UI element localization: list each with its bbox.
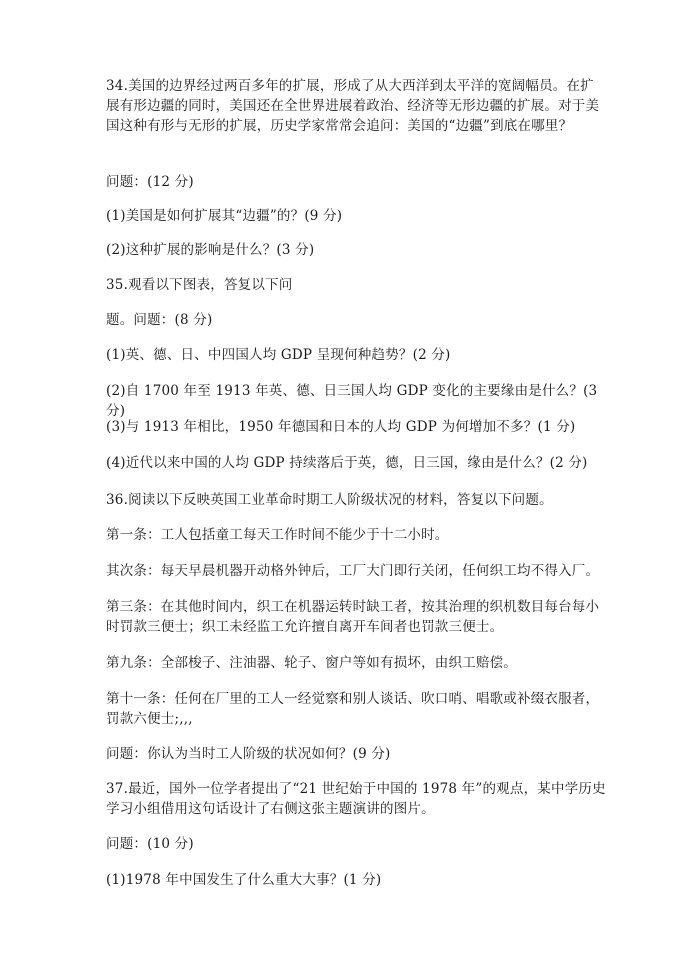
q36-article-1: 第一条：工人包括童工每天工作时间不能少于十二小时。 (106, 527, 449, 543)
q35-intro: 35.观看以下图表，答复以下问 (106, 277, 293, 293)
q36-article-2: 其次条：每天早晨机器开动格外钟后，工厂大门即行关闭，任何织工均不得入厂。 (106, 563, 600, 579)
q36-article-9: 第九条：全部梭子、注油器、轮子、窗户等如有损坏，由织工赔偿。 (106, 655, 517, 671)
q36-article-11: 第十一条：任何在厂里的工人一经觉察和别人谈话、吹口哨、唱歌或补缀衣服者，罚款六便士;,,, (106, 691, 600, 727)
q35-question-heading: 题。问题：(8 分) (106, 312, 213, 328)
q34-intro-paragraph: 34.美国的边界经过两百多年的扩展，形成了从大西洋到太平洋的宽阔幅员。在扩展有形边疆的同时，美国还在全世界进展着政治、经济等无形边疆的扩展。对于美国这种有形与无形的扩展，历史学家常常会追问：美国的“边疆”到底在哪里？ (106, 78, 600, 134)
q36-article-3: 第三条：在其他时间内，织工在机器运转时缺工者，按其治理的织机数目每台每小时罚款三便士；织工未经监工允许擅自离开车间者也罚款三便士。 (106, 599, 600, 635)
q35-subquestion-1: (1)英、德、日、中四国人均 GDP 呈现何种趋势？(2 分) (106, 347, 451, 363)
q37-question-heading: 问题：(10 分) (106, 836, 194, 852)
q37-intro: 37.最近，国外一位学者提出了“21 世纪始于中国的 1978 年”的观点，某中学历史学习小组借用这句话设计了右侧这张主题演讲的图片。 (106, 781, 606, 817)
q36-question: 问题：你认为当时工人阶级的状况如何？(9 分) (106, 746, 391, 762)
q34-subquestion-1: (1)美国是如何扩展其“边疆”的？(9 分) (106, 208, 343, 224)
q34-question-heading: 问题：(12 分) (106, 174, 194, 190)
q36-intro: 36.阅读以下反映英国工业革命时期工人阶级状况的材料，答复以下问题。 (106, 492, 553, 508)
q35-subquestion-2: (2)自 1700 年至 1913 年英、德、日三国人均 GDP 变化的主要缘由是什么？(3 分) (106, 383, 598, 419)
q37-subquestion-1: (1)1978 年中国发生了什么重大大事？(1 分) (106, 872, 382, 888)
q35-subquestion-3: (3)与 1913 年相比，1950 年德国和日本的人均 GDP 为何增加不多？(1 分) (106, 419, 576, 435)
q35-subquestion-4: (4)近代以来中国的人均 GDP 持续落后于英，德，日三国，缘由是什么？(2 分) (106, 455, 588, 471)
q34-subquestion-2: (2)这种扩展的影响是什么？(3 分) (106, 242, 315, 258)
